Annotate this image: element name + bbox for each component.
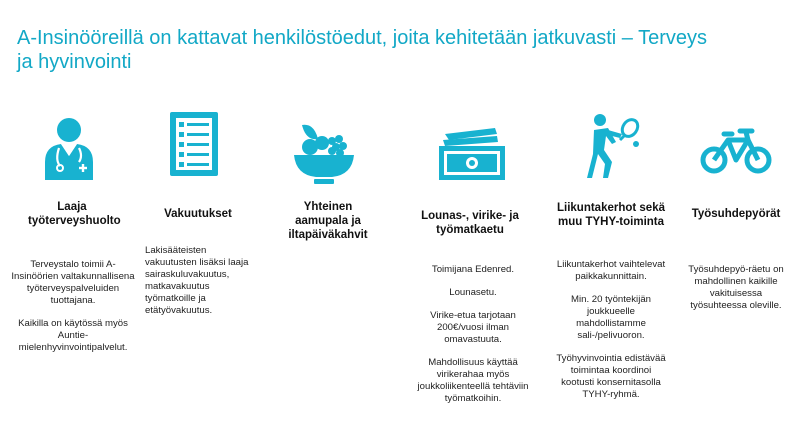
- money-icon: [435, 120, 507, 192]
- page-title: A-Insinööreillä on kattavat henkilöstöedut, joita kehitetään jatkuvasti – Terveys ja hyvinvointi: [17, 27, 708, 73]
- benefit-paragraph: Min. 20 työntekijän joukkueelle mahdollistamme sali-/pelivuoron.: [571, 294, 651, 341]
- doctor-icon: [33, 110, 105, 182]
- benefit-paragraph: Lakisääteisten vakuutusten lisäksi laaja sairaskuluvakuutus, matkavakuutus työmatkoille ja etätyövakuutus.: [145, 245, 249, 316]
- benefit-paragraph: Kaikilla on käytössä myös Auntie-mielenhyvinvointipalvelut.: [18, 318, 128, 353]
- benefit-paragraph: Liikuntakerhot vaihtelevat paikkakunnittain.: [556, 259, 666, 282]
- benefit-description: [555, 259, 667, 412]
- benefit-heading: Lounas-, virike- ja työmatkaetu: [421, 210, 519, 236]
- benefit-paragraph: Virike-etua tarjotaan 200€/vuosi ilman omavastuuta.: [430, 310, 516, 345]
- benefit-heading: Laaja työterveyshuolto: [28, 201, 121, 227]
- benefit-heading: Liikuntakerhot sekä muu TYHY-toiminta: [556, 202, 665, 228]
- benefit-paragraph: Lounasetu.: [449, 287, 497, 298]
- benefit-description: [10, 259, 136, 365]
- benefit-paragraph: Mahdollisuus käyttää virikerahaa myös joukkoliikenteellä tehtäviin työmatkoihin.: [417, 357, 529, 404]
- benefit-description: [412, 264, 534, 416]
- benefit-description: [145, 245, 255, 328]
- benefit-paragraph: Toimijana Edenred.: [431, 264, 515, 275]
- benefit-paragraph: Terveystalo toimii A-Insinöörien valtakunnallisena työterveyspalveluiden tuottajana.: [11, 259, 135, 306]
- tennis-player-icon: [578, 110, 650, 182]
- benefit-heading: Yhteinen aamupala ja iltapäiväkahvit: [288, 201, 368, 241]
- checklist-icon: [158, 108, 230, 180]
- benefit-paragraph: Työsuhdepyö-räetu on mahdollinen kaikille vakituisessa työsuhteessa oleville.: [688, 264, 784, 311]
- fruit-bowl-icon: [288, 117, 360, 189]
- benefit-heading: Työsuhdepyörät: [691, 208, 781, 220]
- benefit-description: [686, 264, 786, 323]
- bicycle-icon: [700, 118, 772, 190]
- benefit-heading: Vakuutukset: [164, 208, 232, 220]
- benefit-paragraph: Työhyvinvointia edistävää toimintaa koordinoi kootusti konsernitasolla TYHY-ryhmä.: [556, 353, 666, 400]
